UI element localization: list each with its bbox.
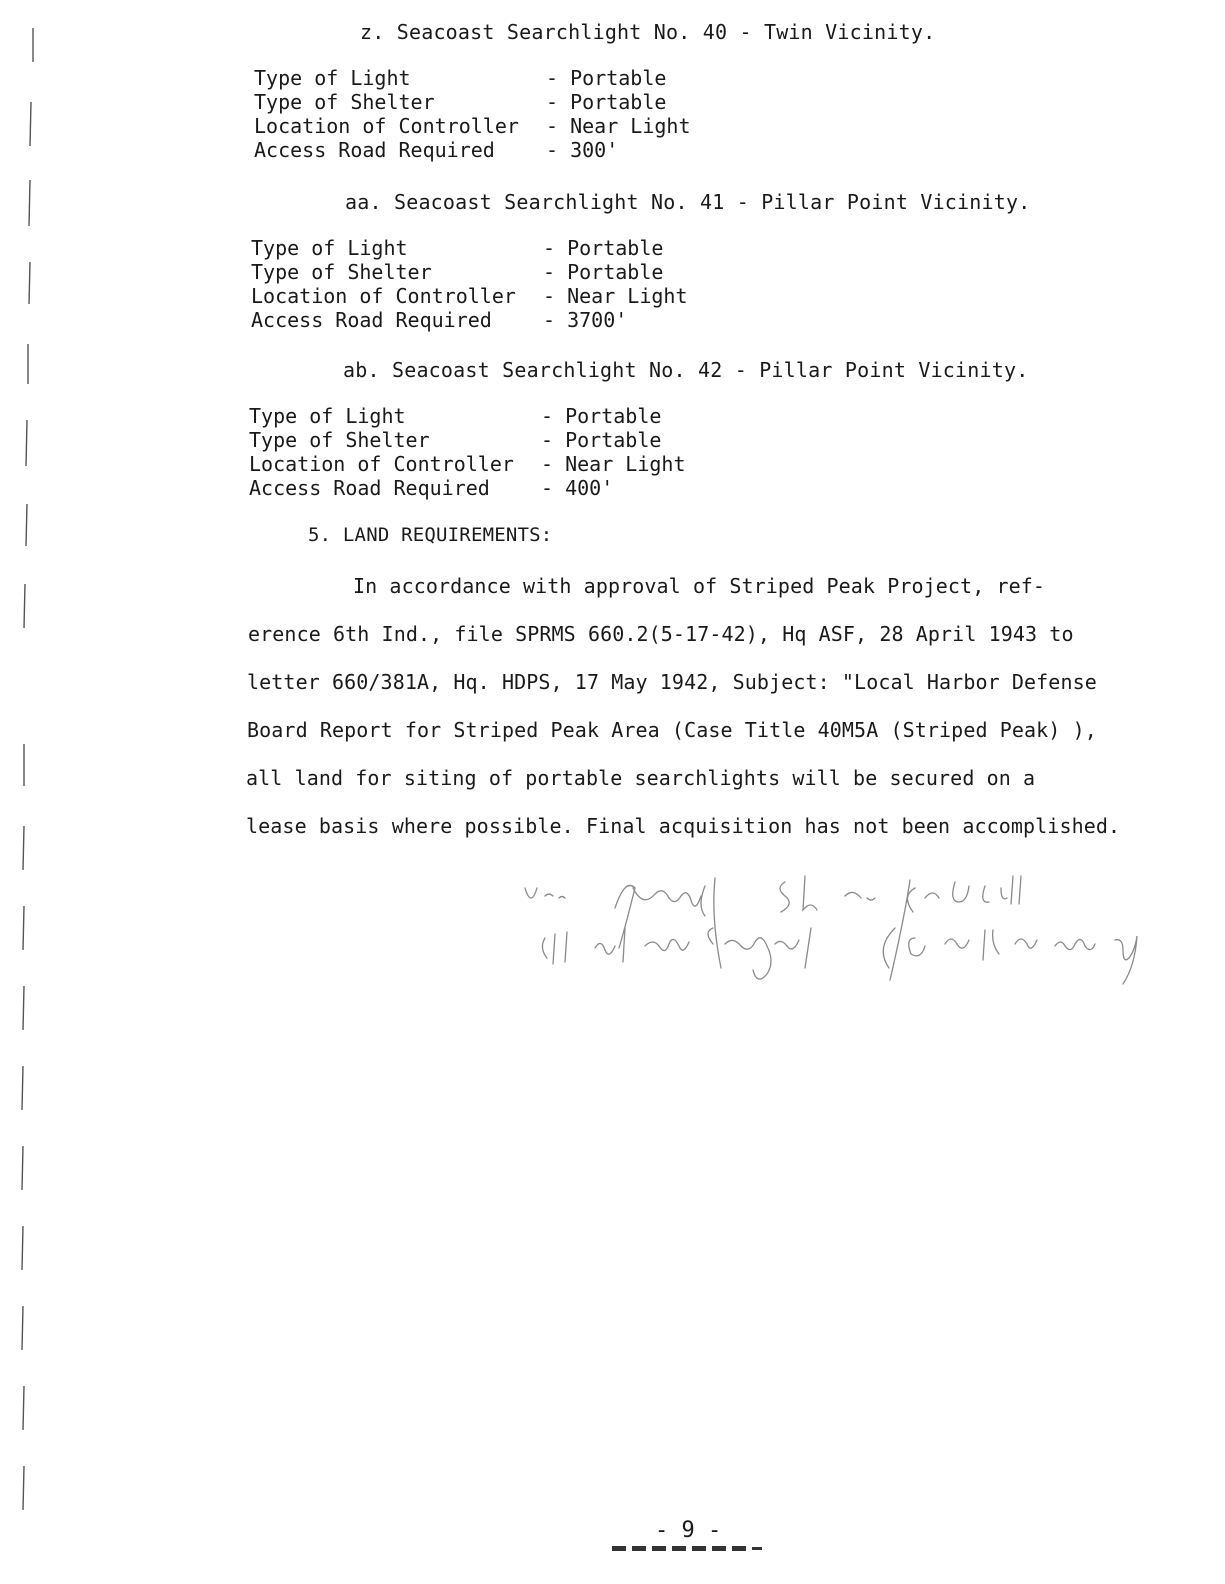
paragraph-line: In accordance with approval of Striped Peak Project, ref- xyxy=(353,574,1046,598)
section-heading-aa: aa. Seacoast Searchlight No. 41 - Pillar Point Vicinity. xyxy=(345,190,1031,214)
spec-value: - 3700' xyxy=(543,308,628,332)
spec-value: - 300' xyxy=(546,138,619,162)
spec-table-z xyxy=(254,66,691,162)
spec-value: - Portable xyxy=(541,428,662,452)
paragraph-line: erence 6th Ind., file SPRMS 660.2(5-17-42), Hq ASF, 28 April 1943 to xyxy=(248,622,1074,646)
spec-label: Location of Controller xyxy=(254,114,519,138)
spec-value: - Near Light xyxy=(541,452,686,476)
page-number: - 9 - xyxy=(655,1518,722,1543)
paragraph-line: letter 660/381A, Hq. HDPS, 17 May 1942, Subject: "Local Harbor Defense xyxy=(247,670,1097,694)
spec-label: Type of Light xyxy=(251,236,408,260)
spec-label: Type of Light xyxy=(254,66,411,90)
spec-value: - Near Light xyxy=(543,284,688,308)
spec-row xyxy=(254,90,691,114)
land-requirements-heading: 5. LAND REQUIREMENTS: xyxy=(308,524,553,546)
spec-label: Access Road Required xyxy=(254,138,495,162)
spec-value: - Near Light xyxy=(546,114,691,138)
handwritten-annotation xyxy=(515,868,1195,1018)
spec-label: Location of Controller xyxy=(251,284,516,308)
footer-stamp-mark xyxy=(612,1544,772,1552)
spec-value: - Portable xyxy=(543,260,664,284)
spec-row xyxy=(254,138,691,162)
spec-row xyxy=(249,404,686,428)
spec-label: Location of Controller xyxy=(249,452,514,476)
spec-value: - 400' xyxy=(541,476,614,500)
spec-row xyxy=(254,66,691,90)
section-heading-ab: ab. Seacoast Searchlight No. 42 - Pillar Point Vicinity. xyxy=(343,358,1029,382)
spec-label: Type of Shelter xyxy=(249,428,430,452)
spec-value: - Portable xyxy=(546,66,667,90)
paragraph-line: Board Report for Striped Peak Area (Case Title 40M5A (Striped Peak) ), xyxy=(247,718,1097,742)
binding-edge-marks xyxy=(0,0,60,1584)
spec-label: Type of Shelter xyxy=(254,90,435,114)
spec-label: Type of Light xyxy=(249,404,406,428)
spec-value: - Portable xyxy=(541,404,662,428)
spec-label: Type of Shelter xyxy=(251,260,432,284)
spec-row xyxy=(251,236,688,260)
spec-row xyxy=(249,428,686,452)
spec-value: - Portable xyxy=(546,90,667,114)
spec-value: - Portable xyxy=(543,236,664,260)
spec-row xyxy=(251,284,688,308)
spec-label: Access Road Required xyxy=(251,308,492,332)
spec-table-ab xyxy=(249,404,686,500)
spec-table-aa xyxy=(251,236,688,332)
spec-row xyxy=(249,476,686,500)
spec-row xyxy=(249,452,686,476)
paragraph-line: lease basis where possible. Final acquisition has not been accomplished. xyxy=(246,814,1121,838)
paragraph-line: all land for siting of portable searchlights will be secured on a xyxy=(246,766,1036,790)
spec-label: Access Road Required xyxy=(249,476,490,500)
spec-row xyxy=(251,308,688,332)
section-heading-z: z. Seacoast Searchlight No. 40 - Twin Vicinity. xyxy=(360,20,936,44)
spec-row xyxy=(254,114,691,138)
spec-row xyxy=(251,260,688,284)
